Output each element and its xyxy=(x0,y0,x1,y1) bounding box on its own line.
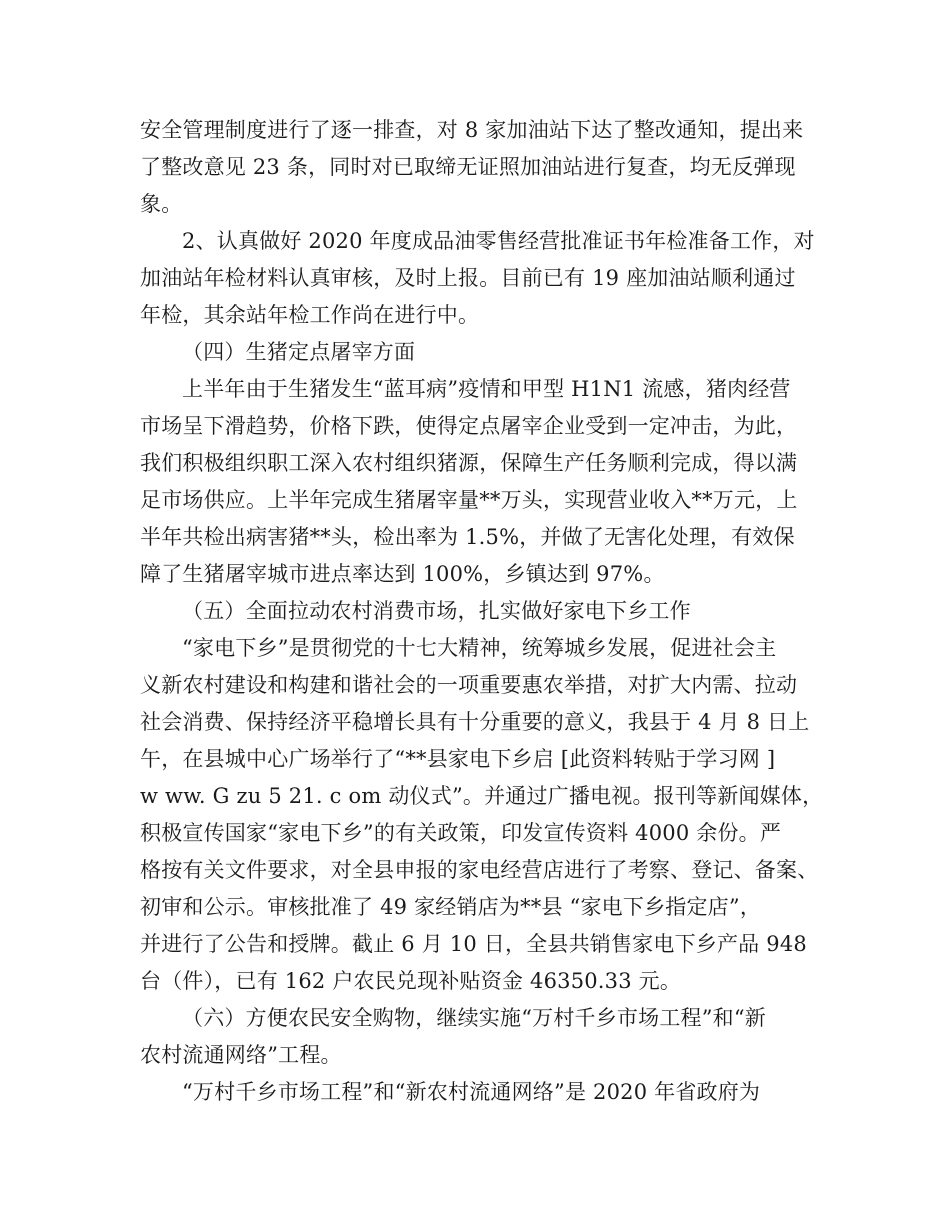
text-line: 义新农村建设和构建和谐社会的一项重要惠农举措，对扩大内需、拉动 xyxy=(140,673,798,697)
text-line: 足市场供应。上半年完成生猪屠宰量**万头，实现营业收入**万元，上 xyxy=(140,488,798,512)
text-line: 市场呈下滑趋势，价格下跌，使得定点屠宰企业受到一定冲击，为此， xyxy=(140,414,798,438)
text-line: 初审和公示。审核批准了 49 家经销店为**县 “家电下乡指定店”， xyxy=(140,895,762,919)
text-line: “家电下乡”是贯彻党的十七大精神，统筹城乡发展，促进社会主 xyxy=(182,636,777,660)
text-line: 半年共检出病害猪**头，检出率为 1.5%，并做了无害化处理，有效保 xyxy=(140,525,795,549)
section-heading: （四）生猪定点屠宰方面 xyxy=(182,340,416,364)
text-line: 我们积极组织职工深入农村组织猪源，保障生产任务顺利完成，得以满 xyxy=(140,451,798,475)
text-line: 加油站年检材料认真审核，及时上报。目前已有 19 座加油站顺利通过 xyxy=(140,266,796,290)
text-line: 农村流通网络”工程。 xyxy=(140,1043,342,1067)
text-line: 安全管理制度进行了逐一排查，对 8 家加油站下达了整改通知，提出来 xyxy=(140,118,804,142)
text-line: w ww. G zu 5 21. c om 动仪式”。并通过广播电视。报刊等新闻媒体， xyxy=(140,784,824,808)
text-line: 年检，其余站年检工作尚在进行中。 xyxy=(140,303,480,327)
text-line: 2、认真做好 2020 年度成品油零售经营批准证书年检准备工作，对 xyxy=(182,229,815,253)
text-line: “万村千乡市场工程”和“新农村流通网络”是 2020 年省政府为 xyxy=(182,1080,761,1104)
text-line: 并进行了公告和授牌。截止 6 月 10 日，全县共销售家电下乡产品 948 xyxy=(140,932,807,956)
section-heading: （五）全面拉动农村消费市场，扎实做好家电下乡工作 xyxy=(182,599,691,623)
text-line: 上半年由于生猪发生“蓝耳病”疫情和甲型 H1N1 流感，猪肉经营 xyxy=(182,377,791,401)
text-line: 象。 xyxy=(140,192,183,216)
text-line: 积极宣传国家“家电下乡”的有关政策，印发宣传资料 4000 余份。严 xyxy=(140,821,782,845)
text-line: 午，在县城中心广场举行了“**县家电下乡启 [此资料转贴于学习网 ] xyxy=(140,747,776,771)
text-line: 社会消费、保持经济平稳增长具有十分重要的意义，我县于 4 月 8 日上 xyxy=(140,710,810,734)
section-heading: （六）方便农民安全购物，继续实施“万村千乡市场工程”和“新 xyxy=(182,1006,767,1030)
text-line: 台（件），已有 162 户农民兑现补贴资金 46350.33 元。 xyxy=(140,969,682,993)
text-line: 格按有关文件要求，对全县申报的家电经营店进行了考察、登记、备案、 xyxy=(140,858,819,882)
text-line: 障了生猪屠宰城市进点率达到 100%，乡镇达到 97%。 xyxy=(140,562,665,586)
text-line: 了整改意见 23 条，同时对已取缔无证照加油站进行复查，均无反弹现 xyxy=(140,155,796,179)
